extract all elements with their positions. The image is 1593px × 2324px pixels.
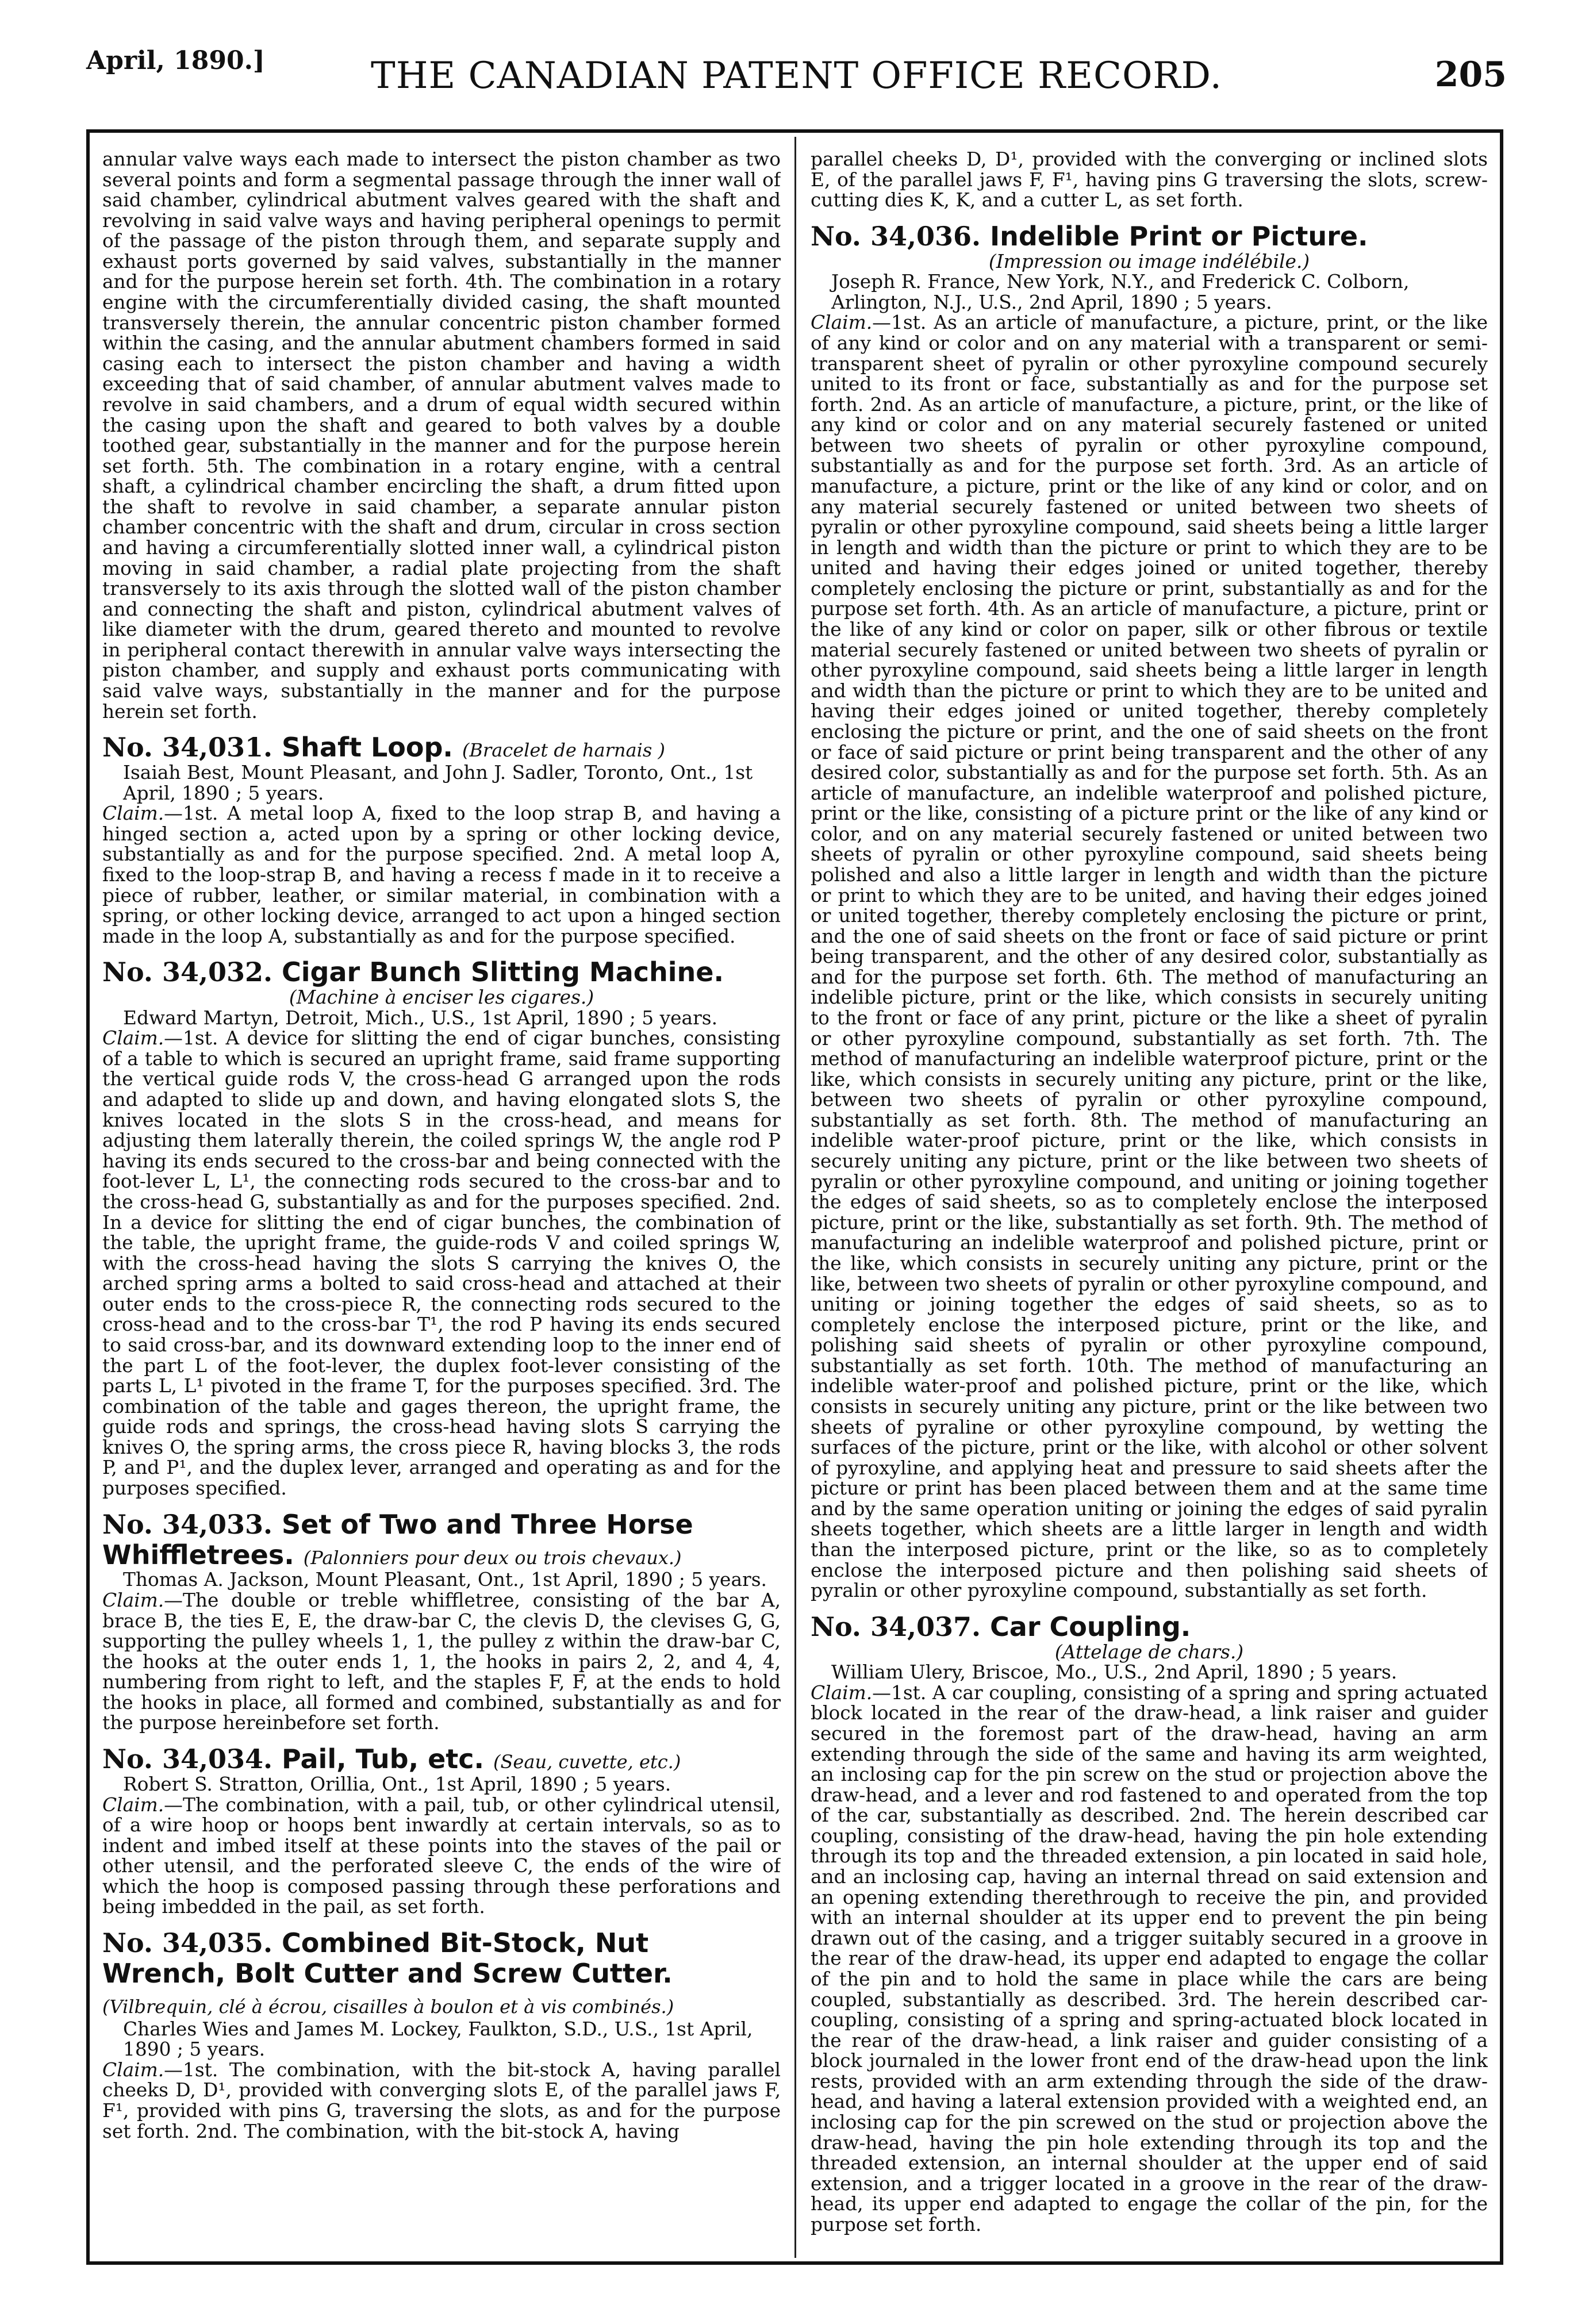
running-head <box>86 40 1507 109</box>
patent-number: No. 34,034. <box>102 1743 273 1775</box>
patent-title: Indelible Print or Picture. <box>990 220 1368 252</box>
claim-text <box>811 313 1488 1601</box>
patent-heading <box>102 957 781 988</box>
patent-french-title: (Impression ou image indélébile.) <box>988 250 1310 272</box>
inventor-line: Joseph R. France, New York, N.Y., and Frederick C. Colborn, Arlington, N.J., U.S., 2nd April, 1890 ; 5 years. <box>831 271 1410 313</box>
publication-title: THE CANADIAN PATENT OFFICE RECORD. <box>371 55 1222 97</box>
patent-number: No. 34,033. <box>102 1508 273 1540</box>
claim-body: —The combination, with a pail, tub, or other cylindrical utensil, of a wire hoop or hoops bent inwardly at certain intervals, so as to indent and imbed itself at these points into the staves of the pail or other utensil, and the perforated sleeve C, the ends of the wire of which the hoop is composed passing through these perforations and being imbedded in the pail, as set forth. <box>102 1793 781 1918</box>
claim-label: Claim. <box>102 1589 164 1611</box>
patent-number: No. 34,035. <box>102 1927 273 1958</box>
claim-text <box>102 1795 781 1918</box>
claim-body: —1st. A device for slitting the end of cigar bunches, consisting of a table to which is secured an upright frame, said frame supporting the vertical guide rods V, the cross-head G arranged upon the rods and adapted to slide up and down, and having elongated slots S, the knives located in the slots S in the cross-head, and means for adjusting them laterally therein, the coiled springs W, the angle rod P having its ends secured to the cross-bar and being connected with the foot-lever L, L¹, the connecting rods secured to the cross-bar and to the cross-head G, substantially as and for the purposes specified. 2nd. In a device for slitting the end of cigar bunches, the combination of the table, the upright frame, the guide-rods V and coiled springs W, with the cross-head having the slots S carrying the knives O, the arched spring arms a bolted to said cross-head and attached at their outer ends to the cross-piece R, the connecting rods secured to the cross-head and to the cross-bar T¹, the rod P having its ends secured to said cross-bar, and its downward extending loop to the inner end of the part L of the foot-lever, the duplex foot-lever consisting of the parts L, L¹ pivoted in the frame T, for the purposes specified. 3rd. The combination of the table and gages thereon, the upright frame, the guide rods and springs, the cross-head having slots S carrying the knives O, the spring arms, the cross piece R, having blocks 3, the rods P, and P¹, and the duplex lever, arranged and operating as and for the purposes specified. <box>102 1027 781 1500</box>
claim-label: Claim. <box>102 2058 164 2081</box>
patent-number: No. 34,036. <box>811 220 981 252</box>
patent-heading <box>102 1744 781 1774</box>
patent-entry-34033 <box>102 1509 781 1734</box>
patent-heading <box>811 221 1488 252</box>
claim-body: —1st. A metal loop A, fixed to the loop strap B, and having a hinged section a, acted upon by a spring or other locking device, substantially as and for the purpose specified. 2nd. A metal loop A, fixed to the loop-strap B, and having a recess f made in it to receive a piece of rubber, leather, or similar material, in combination with a spring, or other locking device, arranged to act upon a hinged section made in the loop A, substantially as and for the purpose specified. <box>102 802 781 947</box>
continued-claim-text: annular valve ways each made to intersect the piston chamber as two several points and form a segmental passage through the inner wall of said chamber, cylindrical abutment valves geared with the shaft and revolving in said valve ways and having peripheral openings to permit of the passage of the piston through them, and separate supply and exhaust ports governed by said valves, substantially in the manner and for the purpose herein set forth. 4th. The combination in a rotary engine with the circumferentially divided casing, the shaft mounted transversely therein, the annular concentric piston chamber formed within the casing, and the annular abutment chambers formed in said casing each to intersect the piston chamber and having a width exceeding that of said chamber, of annular abutment valves made to revolve in said chambers, and a drum of equal width secured within the casing upon the shaft and geared to both valves by a double toothed gear, substantially in the manner and for the purpose herein set forth. 5th. The combination in a rotary engine, with a central shaft, a cylindrical chamber encircling the shaft, a drum fitted upon the shaft to revolve in said chamber, a separate annular piston chamber concentric with the shaft and drum, circular in cross section and having a circumferentially slotted inner wall, a cylindrical piston moving in said chamber, a radial plate projecting from the shaft transversely to its axis through the slotted wall of the piston chamber and connecting the shaft and piston, cylindrical abutment valves of like diameter with the drum, geared thereto and mounted to revolve in peripheral contact therewith in annular valve ways intersecting the piston chamber, and supply and exhaust ports communicating with said valve ways, substantially in the manner and for the purpose herein set forth. <box>102 149 781 723</box>
patent-title: Shaft Loop. <box>282 732 453 763</box>
patent-number: No. 34,031. <box>102 732 273 763</box>
patent-entry-34032 <box>102 957 781 1499</box>
patent-french-title: (Machine à enciser les cigares.) <box>289 986 594 1009</box>
patent-entry-34034 <box>102 1744 781 1918</box>
patent-number: No. 34,037. <box>811 1611 981 1642</box>
claim-text <box>811 1683 1488 2235</box>
patent-french-title: (Seau, cuvette, etc.) <box>493 1751 681 1773</box>
inventor-line: Charles Wies and James M. Lockey, Faulkton, S.D., U.S., 1st April, 1890 ; 5 years. <box>123 2018 753 2061</box>
inventor-line: William Ulery, Briscoe, Mo., U.S., 2nd April, 1890 ; 5 years. <box>831 1661 1398 1684</box>
claim-label: Claim. <box>102 802 164 825</box>
inventor-line: Robert S. Stratton, Orillia, Ont., 1st April, 1890 ; 5 years. <box>123 1773 671 1795</box>
claim-label: Claim. <box>811 312 873 334</box>
patent-title: Pail, Tub, etc. <box>282 1743 484 1775</box>
claim-text <box>102 2060 781 2142</box>
patent-title: Cigar Bunch Slitting Machine. <box>282 957 724 988</box>
patent-heading <box>102 1928 781 2019</box>
page-number: 205 <box>1434 55 1507 95</box>
patent-entry-34035 <box>102 1928 781 2142</box>
claim-text <box>102 1028 781 1499</box>
patent-number: No. 34,032. <box>102 957 273 988</box>
claim-label: Claim. <box>102 1793 164 1816</box>
patent-title: Combined Bit-Stock, Nut Wrench, Bolt Cutter and Screw Cutter. <box>102 1927 673 1989</box>
column-divider <box>794 137 796 2258</box>
patent-entry-34037 <box>811 1612 1488 2235</box>
patent-french-title: (Attelage de chars.) <box>1054 1641 1244 1663</box>
claim-body: —1st. As an article of manufacture, a picture, print, or the like of any kind or color and on any material with a transparent or semi-transparent sheet of pyralin or other pyroxyline compound securely united to its front or face, substantially as and for the purpose set forth. 2nd. As an article of manufacture, a picture, print, or the like of any kind or color and on any material securely fastened or united between two sheets of pyralin or other pyroxyline compound, substantially as and for the purpose set forth. 3rd. As an article of manufacture, a picture, print or the like of any kind or color, and on any material securely fastened or united between two sheets of pyralin or other pyroxyline compound, said sheets being a little larger in length and width than the picture or print to which they are to be united and having their edges joined or united together, thereby completely enclosing the picture or print, substantially as and for the purpose set forth. 4th. As an article of manufacture, a picture, print or the like of any kind or color on paper, silk or other fibrous or textile material securely fastened or united between two sheets of pyralin or other pyroxyline compound, said sheets being a little larger in length and width than the picture or print to which they are to be united and having their edges joined or united together, thereby completely enclosing the picture or print, and the one of said sheets on the front or face of said picture or print being transparent and the other of any desired color, substantially as and for the purpose set forth. 5th. As an article of manufacture, an indelible waterproof and polished picture, print or the like, consisting of a picture print or the like of any kind or color, and on any material securely fastened or united between two sheets of pyralin or other pyroxyline compound, said sheets being polished and also a little larger in length and width than the picture or print to which they are to be united, and having their edges joined or united together, thereby completely enclosing the picture or print, and the one of said sheets on the front or face of said picture or print being transparent, and the other of any desired color, substantially as and for the purpose set forth. 6th. The method of manufacturing an indelible picture, print or the like, which consists in securely uniting to the front or face of any print, picture or the like a sheet of pyralin or other pyroxyline compound, substantially as set forth. 7th. The method of manufacturing an indelible waterproof picture, print or the like, which consists in securely uniting any picture, print or the like, between two sheets of pyralin or other pyroxyline compound, substantially as set forth. 8th. The method of manufacturing an indelible water-proof picture, print or the like, which consists in securely uniting any picture, print or the like between two sheets of pyralin or other pyroxyline compound, and uniting or joining together the edges of said sheets, so as to completely enclose the interposed picture, print or the like, substantially as set forth. 9th. The method of manufacturing an indelible waterproof and polished picture, print or the like, which consists in securely uniting any picture, print or the like, between two sheets of pyralin or other pyroxyline compound, and uniting or joining together the edges of said sheets, so as to completely enclose the interposed picture, print or the like, and polishing said sheets of pyralin or other pyroxyline compound, substantially as set forth. 10th. The method of manufacturing an indelible water-proof and polished picture, print or the like, which consists in securely uniting any picture, print or the like between two sheets of pyraline or other pyroxyline compound, by wetting the surfaces of the picture, print or the like, with alcohol or other solvent of pyroxyline, and applying heat and pressure to said sheets after the picture or print has been placed between them and at the same time and by the same operation uniting or joining the edges of said pyralin sheets together, which sheets are a little larger in length and width than the interposed picture, print or the like, so as to completely enclose the interposed picture and then polishing said sheets of pyralin or other pyroxyline compound, substantially as set forth. <box>811 312 1488 1602</box>
claim-body: —1st. The combination, with the bit-stock A, having parallel cheeks D, D¹, provided with converging slots E, of the parallel jaws F, F¹, provided with pins G, traversing the slots, as and for the purpose set forth. 2nd. The combination, with the bit-stock A, having <box>102 2058 781 2142</box>
patent-entry-34036 <box>811 221 1488 1601</box>
claim-body: —1st. A car coupling, consisting of a spring and spring actuated block located in the rear of the draw-head, a link raiser and guider secured in the foremost part of the draw-head, having an arm extending through the side of the same and having its arm weighted, an inclosing cap for the pin screw on the stud or projection above the draw-head, and a lever and rod fastened to and operated from the top of the car, substantially as described. 2nd. The herein described car coupling, consisting of the draw-head, having the pin hole extending through its top and the threaded extension, a pin located in said hole, and an inclosing cap, having an internal thread on said extension and an opening extending therethrough to receive the pin, and provided with an internal shoulder at its upper end to prevent the pin being drawn out of the casing, and a trigger suitably secured in a groove in the rear of the draw-head, its upper end adapted to engage the collar of the pin and to hold the same in place while the cars are being coupled, substantially as described. 3rd. The herein described car-coupling, consisting of a spring and spring-actuated block located in the rear of the draw-head, a link raiser and guider consisting of a block journaled in the lower front end of the draw-head upon the link rests, provided with an arm extending through the side of the draw-head, and having a lateral extension provided with a weighted end, an inclosing cap for the pin screwed on the stud or projection above the draw-head, having the pin hole extending through its top and the threaded extension, an internal shoulder at the upper end of said extension, and a trigger located in a groove in the rear of the draw-head, its upper end adapted to engage the collar of the pin, for the purpose set forth. <box>811 1681 1488 2235</box>
claim-label: Claim. <box>102 1027 164 1050</box>
claim-text <box>102 1591 781 1734</box>
inventor-line: Isaiah Best, Mount Pleasant, and John J. Sadler, Toronto, Ont., 1st April, 1890 ; 5 years. <box>123 762 753 804</box>
claim-body: —The double or treble whiffletree, consisting of the bar A, brace B, the ties E, E, the draw-bar C, the clevis D, the clevises G, G, supporting the pulley wheels 1, 1, the pulley z within the draw-bar C, the hooks at the outer ends 1, 1, the hooks in pairs 2, 2, and 4, 4, numbering from right to left, and the staples F, F, at the ends to hold the hooks in place, all formed and combined, substantially as and for the purpose hereinbefore set forth. <box>102 1589 781 1734</box>
claim-text <box>102 804 781 947</box>
patent-title: Set of Two and Three Horse Whiffletrees. <box>102 1508 693 1570</box>
left-column <box>102 149 781 2248</box>
inventor-line: Edward Martyn, Detroit, Mich., U.S., 1st April, 1890 ; 5 years. <box>123 1007 718 1029</box>
patent-title: Car Coupling. <box>990 1611 1191 1642</box>
patent-heading <box>811 1612 1488 1642</box>
patent-french-title: (Bracelet de harnais ) <box>462 739 665 762</box>
patent-heading <box>102 1509 781 1570</box>
patent-french-title: (Palonniers pour deux ou trois chevaux.) <box>303 1546 682 1569</box>
patent-entry-34031 <box>102 732 781 947</box>
right-column <box>811 149 1488 2248</box>
issue-date: April, 1890.] <box>86 46 265 75</box>
patent-french-title: (Vilbrequin, clé à écrou, cisailles à boulon et à vis combinés.) <box>102 1995 674 2018</box>
inventor-line: Thomas A. Jackson, Mount Pleasant, Ont., 1st April, 1890 ; 5 years. <box>123 1569 767 1591</box>
patent-heading <box>102 732 781 763</box>
continued-claim-text: parallel cheeks D, D¹, provided with the converging or inclined slots E, of the parallel jaws F, F¹, having pins G traversing the slots, screw-cutting dies K, K, and a cutter L, as set forth. <box>811 149 1488 212</box>
claim-label: Claim. <box>811 1681 873 1704</box>
